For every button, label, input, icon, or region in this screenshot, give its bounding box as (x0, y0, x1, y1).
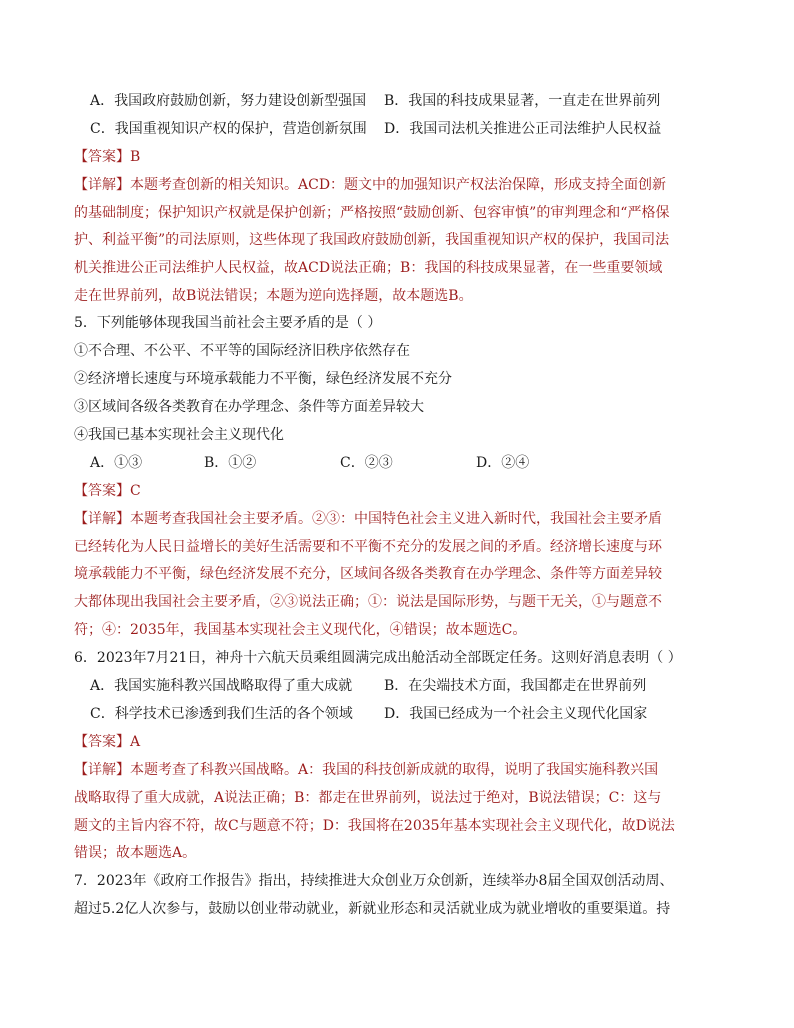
q6-explain-line: 【详解】本题考查了科教兴国战略。A：我国的科技创新成就的取得，说明了我国实施科教兴国 (74, 762, 659, 778)
q6-explain-line: 题文的主旨内容不符，故C与题意不符；D：我国将在2035年基本实现社会主义现代化，故D说法 (74, 818, 675, 834)
q4-option-b: B．我国的科技成果显著，一直走在世界前列 (384, 93, 661, 109)
q5-explain-line: 境承载能力不平衡，绿色经济发展不充分，区域间各级各类教育在办学理念、条件等方面差异较 (74, 566, 662, 582)
q6-option-d: D．我国已经成为一个社会主义现代化国家 (384, 706, 648, 722)
q4-explain-line: 护、利益平衡”的司法原则，这些体现了我国政府鼓励创新，我国重视知识产权的保护，我国司法 (74, 232, 670, 248)
q5-stem: 5．下列能够体现我国当前社会主要矛盾的是（ ） (74, 315, 382, 331)
q6-option-c: C．科学技术已渗透到我们生活的各个领域 (90, 706, 353, 722)
q4-option-a: A．我国政府鼓励创新，努力建设创新型强国 (90, 93, 367, 109)
q5-option-d: D．②④ (476, 455, 530, 471)
q5-option-a: A．①③ (90, 455, 143, 471)
q4-option-c: C．我国重视知识产权的保护，营造创新氛围 (90, 121, 367, 137)
q6-stem: 6．2023年7月21日，神舟十六航天员乘组圆满完成出舱活动全部既定任务。这则好消息表明（ ） (74, 650, 682, 666)
q5-item: ④我国已基本实现社会主义现代化 (74, 427, 284, 443)
q6-option-a: A．我国实施科教兴国战略取得了重大成就 (90, 678, 353, 694)
q6-option-b: B．在尖端技术方面，我国都走在世界前列 (384, 678, 647, 694)
q4-explain-line: 走在世界前列，故B说法错误；本题为逆向选择题，故本题选B。 (74, 288, 473, 304)
q5-explain-line: 已经转化为人民日益增长的美好生活需要和不平衡不充分的发展之间的矛盾。经济增长速度与环 (74, 539, 662, 555)
q5-explain-line: 符；④：2035年，我国基本实现社会主义现代化，④错误；故本题选C。 (74, 622, 527, 638)
q6-explain-line: 战略取得了重大成就，A说法正确；B：都走在世界前列，说法过于绝对，B说法错误；C：这与 (74, 790, 662, 806)
q6-explain-line: 错误；故本题选A。 (74, 845, 197, 861)
q5-explain-line: 【详解】本题考查我国社会主要矛盾。②③：中国特色社会主义进入新时代，我国社会主要矛盾 (74, 511, 662, 527)
q5-option-b: B．①② (204, 455, 257, 471)
q5-item: ①不合理、不公平、不平等的国际经济旧秩序依然存在 (74, 343, 410, 359)
q5-answer: 【答案】C (74, 483, 141, 499)
q5-explain-line: 大都体现出我国社会主要矛盾，②③说法正确；①：说法是国际形势，与题干无关，①与题意不 (74, 594, 662, 610)
q6-answer: 【答案】A (74, 734, 141, 750)
q4-answer: 【答案】B (74, 149, 141, 165)
q5-item: ②经济增长速度与环境承载能力不平衡，绿色经济发展不充分 (74, 371, 452, 387)
q5-option-c: C．②③ (340, 455, 393, 471)
q4-explain-line: 的基础制度；保护知识产权就是保护创新；严格按照“鼓励创新、包容审慎”的审判理念和“严格保 (74, 205, 670, 221)
q7-line: 7．2023年《政府工作报告》指出，持续推进大众创业万众创新，连续举办8届全国双创活动周、 (74, 873, 674, 889)
q7-line: 超过5.2亿人次参与，鼓励以创业带动就业，新就业形态和灵活就业成为就业增收的重要渠道。持 (74, 901, 671, 917)
q4-explain-line: 机关推进公正司法维护人民权益，故ACD说法正确；B：我国的科技成果显著，在一些重要领域 (74, 260, 663, 276)
q5-item: ③区域间各级各类教育在办学理念、条件等方面差异较大 (74, 399, 424, 415)
q4-option-d: D．我国司法机关推进公正司法维护人民权益 (384, 121, 662, 137)
q4-explain-line: 【详解】本题考查创新的相关知识。ACD：题文中的加强知识产权法治保障，形成支持全面创新 (74, 177, 667, 193)
